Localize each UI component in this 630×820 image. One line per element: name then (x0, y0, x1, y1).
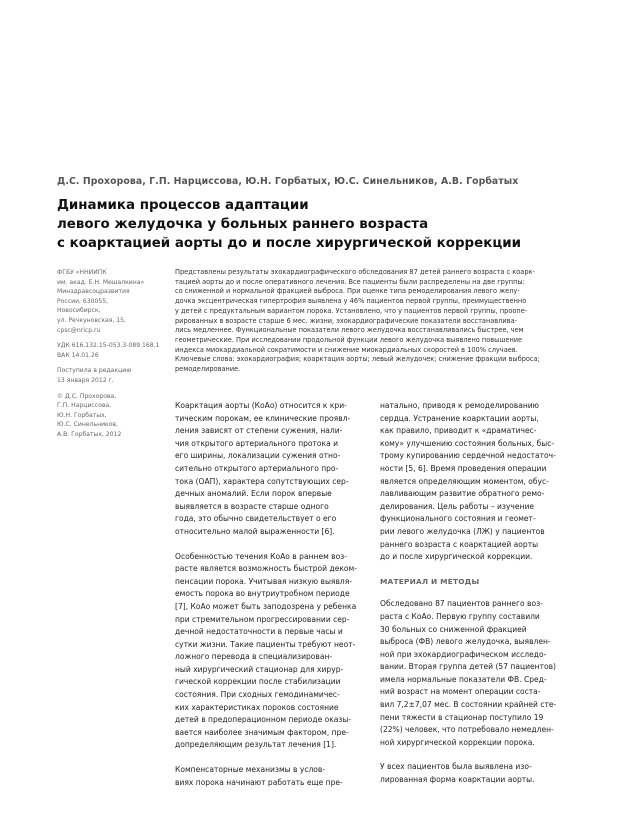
paragraph-line: Особенностью течения КоАо в раннем воз- (175, 551, 347, 561)
paragraph (380, 761, 580, 786)
received-line: Поступила в редакцию (57, 367, 132, 375)
paragraph-line: чия открытого артериального протока и (175, 438, 339, 448)
paragraph-line: относительно малой выраженности [6]. (175, 526, 335, 536)
title-line: Динамика процессов адаптации (57, 198, 309, 213)
paragraph-line: ний возраст на момент операции соста- (380, 687, 541, 697)
udc-codes (57, 341, 169, 360)
paragraph-line: 30 больных со сниженной фракцией (380, 624, 527, 634)
paragraph-line: ления зависят от степени сужения, нали- (175, 426, 343, 436)
paragraph-line: (22%) человек, что потребовало немедлен- (380, 725, 554, 735)
paragraph-line: детей в предоперационном периоде оказы- (175, 715, 352, 725)
copyright (57, 392, 169, 440)
copyright-line: Ю.С. Синельников, (57, 421, 118, 429)
copyright-line: © Д.С. Прохорова, (57, 392, 117, 400)
paragraph-line: сутки жизни. Такие пациенты требуют неот- (175, 639, 356, 649)
affiliation-line: ул. Речкуновская, 15, (57, 316, 126, 324)
paragraph-line: рии левого желудочка (ЛЖ) у пациентов (380, 526, 545, 536)
affiliation-line: России, 630055, (57, 297, 109, 305)
paragraph-line: ности [5, 6]. Время проведения операции (380, 463, 547, 473)
paragraph-line: емость порока во внутриутробном периоде (175, 589, 350, 599)
paragraph-line: трому купированию сердечной недостаточ- (380, 451, 556, 461)
paragraph-line: ких характеристиках пороков состояние (175, 702, 339, 712)
paragraph-line: пенсации порока. Учитывая низкую выявля- (175, 576, 353, 586)
paragraph-line: дечной недостаточности в первые часы и (175, 627, 343, 637)
abstract-line: лись медленнее. Функциональные показатели левого желудочка восстанавливались быстрее, чем (175, 326, 524, 335)
body-column-right (380, 400, 580, 799)
abstract-line: ремоделирование. (175, 365, 241, 374)
paragraph-line: пени тяжести в стационар поступило 19 (380, 712, 544, 722)
paragraph-line: Коарктация аорты (КоАо) относится к кри- (175, 401, 347, 410)
copyright-line: А.В. Горбатых, 2012 (57, 430, 122, 438)
paragraph-line: раста с КоАо. Первую группу составили (380, 611, 540, 621)
copyright-line: Г.П. Нарциссова, (57, 402, 112, 410)
paragraph-line: вил 7,2±7,07 мес. В состоянии крайней сте- (380, 700, 557, 710)
paragraph-line: расте является возможность быстрой деком- (175, 564, 357, 574)
paragraph (175, 400, 375, 539)
paragraph-line: тока (ОАП), характера сопутствующих сер- (175, 476, 349, 486)
paragraph-line: выброса (ФВ) левого желудочка, выявлен- (380, 637, 551, 647)
affiliation-line: Новосибирск, (57, 307, 101, 315)
abstract-line: тацией аорты до и после оперативного лечения. Все пациенты были распределены на две группы: (175, 277, 525, 286)
abstract-line: Представлены результаты эхокардиографического обследования 87 детей раннего возраста с коарк- (175, 268, 535, 276)
abstract-line: геометрические. При исследовании продольной функции левого желудочка выявлено повышение (175, 335, 523, 344)
affiliation-line: Минздравсоцразвития (57, 288, 130, 296)
paragraph-line: сердца. Устранение коарктации аорты, (380, 413, 539, 423)
paragraph-line: функционального состояния и геомет- (380, 514, 536, 524)
paragraph-line: до и после хирургической коррекции. (380, 552, 533, 562)
paragraph-line: состояния. При сходных гемодинамичес- (175, 690, 340, 700)
received-date (57, 366, 169, 385)
article-title (57, 196, 597, 253)
affiliation (57, 268, 169, 335)
paragraph-line: Компенсаторные механизмы в услов- (175, 765, 326, 775)
paragraph-line: его ширины, локализации сужения отно- (175, 451, 341, 461)
paragraph-line: имела нормальные показатели ФВ. Сред- (380, 674, 547, 684)
paragraph-line: вается наиболее значимым фактором, пре- (175, 727, 349, 737)
paragraph-line: дечных аномалий. Если порок впервые (175, 489, 332, 499)
title-line: левого желудочка у больных раннего возраста (57, 217, 429, 232)
abstract-line: Ключевые слова: эхокардиография; коарктация аорты; левый желудочек; снижение фракции выброса; (175, 355, 540, 364)
paragraph-line: виях порока начинают работать еще пре- (175, 777, 343, 787)
abstract-line: у детей с предуктальным вариантом порока. Установлено, что у пациентов первой группы, проопе- (175, 306, 528, 315)
paragraph-line: допределяющим результат лечения [1]. (175, 740, 337, 750)
paragraph-line: ложного перевода в специализирован- (175, 652, 333, 662)
udc-line: УДК 616.132.15-053.3-089.168.1 (57, 342, 160, 350)
paragraph-line: [7], КоАо может быть заподозрена у ребенка (175, 601, 357, 611)
sidebar-info (57, 268, 169, 446)
paragraph-line: раннего возраста с коарктацией аорты (380, 539, 539, 549)
paragraph-line: выявляется в возрасте старше одного (175, 501, 329, 511)
body-column-left (175, 400, 375, 801)
paragraph-line: при стремительном прогрессировании сер- (175, 614, 350, 624)
paragraph-line: сительно открытого артериального про- (175, 463, 339, 473)
paragraph-line: года, это обычно свидетельствует о его (175, 514, 337, 524)
abstract-line: со сниженной и нормальной фракцией выброса. При оценке типа ремоделирования левого желу- (175, 287, 520, 296)
abstract-line: дочка эксцентрическая гипертрофия выявлена у 46% пациентов первой группы, преимущественно (175, 297, 527, 306)
paragraph-line: гической коррекции после стабилизации (175, 677, 341, 687)
title-line: с коарктацией аорты до и после хирургической коррекции (57, 236, 522, 251)
copyright-line: Ю.Н. Горбатых, (57, 411, 107, 419)
affiliation-line: им. акад. Е.Н. Мешалкина» (57, 278, 145, 286)
paragraph-line: Обследовано 87 пациентов раннего воз- (380, 599, 543, 609)
paragraph-line: лавливающим развитие обратного ремо- (380, 489, 545, 499)
authors: Д.С. Прохорова, Г.П. Нарциссова, Ю.Н. Горбатых, Ю.С. Синельников, А.В. Горбатых (57, 176, 519, 187)
abstract-line: индекса миокардиальной сократимости и снижение миокардиальных скоростей в 100% случаев. (175, 345, 518, 354)
paragraph-line: делирования. Цель работы – изучение (380, 501, 534, 511)
affiliation-line: ФГБУ «ННИИПК (57, 269, 107, 276)
paragraph (175, 551, 375, 753)
section-heading: МАТЕРИАЛ И МЕТОДЫ (380, 576, 480, 586)
paragraph (175, 764, 375, 789)
paragraph-line: вании. Вторая группа детей (57 пациентов) (380, 662, 557, 672)
paragraph-line: натально, приводя к ремоделированию (380, 401, 540, 410)
paragraph-line: У всех пациентов была выявлена изо- (380, 762, 532, 772)
udc-line: ВАК 14.01.26 (57, 351, 99, 359)
paragraph-line: ной хирургической коррекции порока. (380, 737, 535, 747)
paragraph-line: как правило, приводит к «драматичес- (380, 426, 537, 436)
paragraph-line: ный хирургический стационар для хирур- (175, 664, 344, 674)
affiliation-line: cpsc@nricp.ru (57, 326, 101, 334)
abstract-line: рированных в возрасте старше 6 мес. жизни, эхокардиографические показатели восстанавлива- (175, 316, 517, 325)
paragraph-line: является определяющим моментом, обус- (380, 476, 549, 486)
paragraph-line: кому» улучшению состояния больных, быс- (380, 438, 555, 448)
paragraph (380, 598, 580, 749)
paragraph-line: лированная форма коарктации аорты. (380, 775, 535, 785)
paragraph (380, 400, 580, 564)
paragraph-line: ной при эхокардиографическом исследо- (380, 649, 547, 659)
paragraph-line: тическим порокам, ее клинические проявл- (175, 413, 351, 423)
abstract (175, 268, 595, 375)
received-line: 13 января 2012 г. (57, 376, 114, 384)
